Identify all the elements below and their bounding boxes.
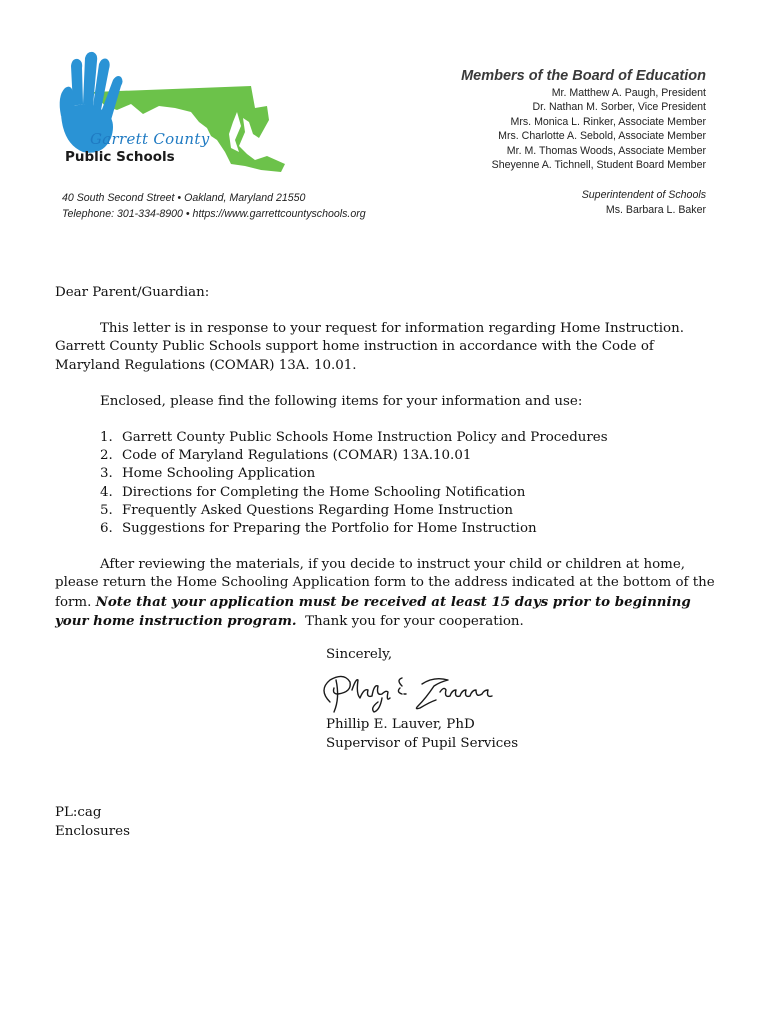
list-item-text: Directions for Completing the Home Schooling Notification (122, 484, 526, 500)
instructions-text: After reviewing the materials, if you decide to instruct your child or children at home, please return the Home Schooling Application form to the address indicated at the bottom of the form. (55, 557, 715, 610)
district-phone-website: Telephone: 301-334-8900 • https://www.garrettcountyschools.org (62, 208, 366, 220)
deadline-note: Note that your application must be received at least 15 days prior to beginning your home instruction program. (55, 593, 691, 629)
board-of-education-block (461, 68, 706, 172)
closing: Sincerely, (326, 647, 393, 662)
board-member: Mr. M. Thomas Woods, Associate Member (506, 144, 706, 157)
list-item-number: 5. (100, 502, 113, 518)
list-item (55, 447, 715, 465)
signer-title: Supervisor of Pupil Services (326, 736, 519, 751)
letter-body (55, 284, 715, 631)
logo-text-public-schools: Public Schools (65, 149, 175, 165)
list-item-number: 2. (100, 448, 113, 464)
list-item (55, 429, 715, 447)
board-title: Members of the Board of Education (461, 68, 706, 84)
list-item-number: 3. (100, 466, 113, 482)
list-item (55, 502, 715, 520)
superintendent-block (582, 188, 706, 218)
list-item (55, 465, 715, 483)
list-item-text: Code of Maryland Regulations (COMAR) 13A.10.01 (122, 448, 472, 464)
board-member: Mrs. Charlotte A. Sebold, Associate Member (498, 130, 706, 143)
list-item-text: Suggestions for Preparing the Portfolio for Home Instruction (122, 521, 537, 537)
list-item (55, 520, 715, 538)
handwritten-signature (316, 668, 516, 716)
district-address: 40 South Second Street • Oakland, Maryland 21550 (62, 192, 306, 204)
paragraph-instructions (55, 556, 715, 631)
district-contact-block (62, 190, 366, 222)
paragraph-enclosed: Enclosed, please find the following items for your information and use: (100, 393, 583, 409)
list-item-number: 6. (100, 521, 113, 537)
typist-initials: PL:cag (55, 805, 102, 820)
superintendent-name: Ms. Barbara L. Baker (605, 204, 706, 216)
handprint-map-logo-graphic (55, 48, 295, 188)
enclosure-list (55, 429, 715, 538)
logo-text-garrett-county: Garrett County (90, 130, 210, 148)
signer-block (326, 715, 518, 753)
board-member: Mr. Matthew A. Paugh, President (551, 87, 706, 99)
board-member: Dr. Nathan M. Sorber, Vice President (532, 101, 706, 114)
enclosures-notation: Enclosures (55, 824, 130, 839)
list-item-number: 1. (100, 430, 113, 446)
board-member: Sheyenne A. Tichnell, Student Board Member (491, 159, 706, 172)
reference-block (55, 803, 130, 841)
board-member: Mrs. Monica L. Rinker, Associate Member (510, 115, 706, 128)
list-item-text: Garrett County Public Schools Home Instruction Policy and Procedures (122, 430, 608, 446)
superintendent-title: Superintendent of Schools (581, 189, 706, 201)
signer-name: Phillip E. Lauver, PhD (326, 717, 475, 732)
list-item (55, 484, 715, 502)
list-item-text: Home Schooling Application (122, 466, 316, 482)
thanks-text: Thank you for your cooperation. (305, 613, 524, 629)
list-item-text: Frequently Asked Questions Regarding Home Instruction (122, 502, 514, 518)
salutation: Dear Parent/Guardian: (55, 285, 210, 300)
district-logo (55, 48, 295, 188)
list-item-number: 4. (100, 484, 113, 500)
paragraph-intro: This letter is in response to your request for information regarding Home Instruction. Garrett County Public Schools support home instruction in accordance with the Code of Maryland Regulations (COMAR) 13A. 10.01. (55, 321, 684, 373)
